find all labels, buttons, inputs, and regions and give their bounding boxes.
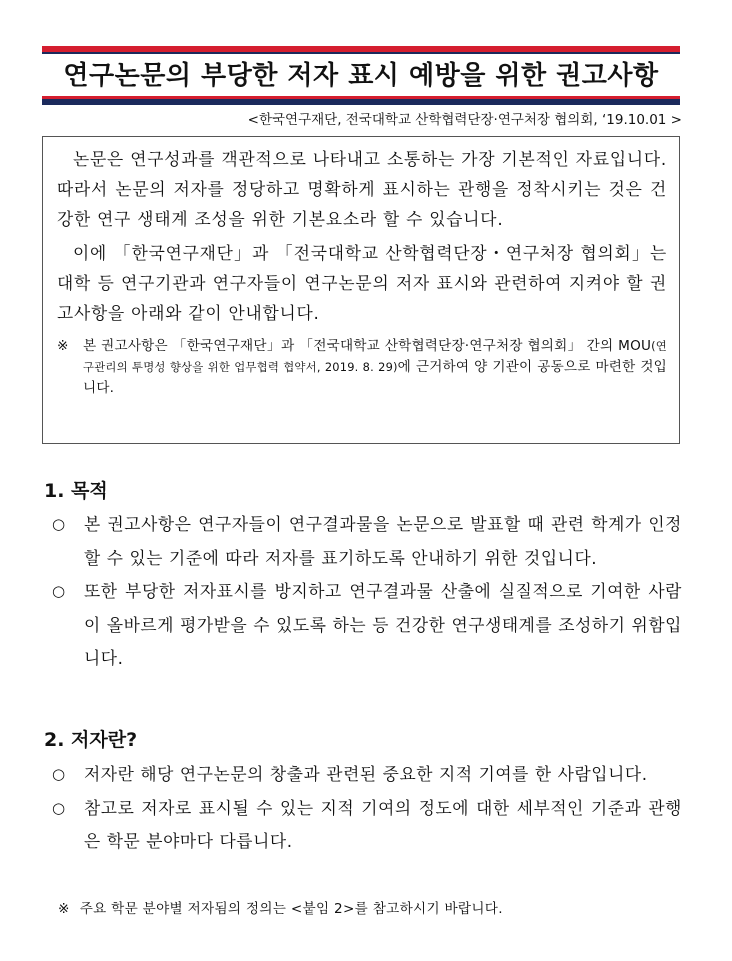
section-heading-purpose: 1. 목적 [44, 480, 108, 502]
note-text-after: 에 근거하여 양 기관이 공동으로 마련한 것입니다. [83, 359, 668, 396]
footnote-mark: ※ [58, 901, 70, 917]
note-text [83, 336, 667, 399]
footnote-text: 주요 학문 분야별 저자됨의 정의는 <붙임 2>를 참고하시기 바랍니다. [79, 901, 503, 917]
intro-paragraph-2: 이에 「한국연구재단」과 「전국대학교 산학협력단장・연구처장 협의회」는 대학 등 연구기관과 연구자들이 연구논문의 저자 표시와 관련하여 지켜야 할 권고사항을 아래와 같이 안내합니다. [57, 243, 667, 323]
list-item-text: 본 권고사항은 연구자들이 연구결과물을 논문으로 발표할 때 관련 학계가 인정할 수 있는 기준에 따라 저자를 표기하도록 안내하기 위한 것입니다. [84, 514, 682, 568]
list-item-text: 또한 부당한 저자표시를 방지하고 연구결과물 산출에 실질적으로 기여한 사람이 올바르게 평가받을 수 있도록 하는 등 건강한 연구생태계를 조성하기 위함입니다. [84, 581, 682, 668]
page-title: 연구논문의 부당한 저자 표시 예방을 위한 권고사항 [63, 61, 659, 91]
bullet-circle-icon: ○ [52, 582, 66, 600]
author-list [52, 758, 682, 859]
section-heading-author: 2. 저자란? [44, 729, 138, 751]
title-rule-top-navy [42, 52, 680, 54]
note-mark: ※ [57, 338, 69, 354]
list-item [52, 575, 682, 676]
note-text-before: 본 권고사항은 「한국연구재단」과 「전국대학교 산학협력단장·연구처장 협의회」 간의 MOU [83, 338, 652, 354]
title-rule-bottom-navy [42, 99, 680, 105]
list-item [52, 508, 682, 575]
purpose-list [52, 508, 682, 676]
footnote [58, 897, 503, 917]
intro-box [42, 136, 680, 444]
list-item-text: 저자란 해당 연구논문의 창출과 관련된 중요한 지적 기여를 한 사람입니다. [84, 764, 648, 784]
bullet-circle-icon: ○ [52, 515, 66, 533]
list-item-text: 참고로 저자로 표시될 수 있는 지적 기여의 정도에 대한 세부적인 기준과 관행은 학문 분야마다 다릅니다. [84, 797, 682, 851]
bullet-circle-icon: ○ [52, 765, 66, 783]
list-item [52, 792, 682, 859]
issuer-line: <한국연구재단, 전국대학교 산학협력단장·연구처장 협의회, ‘19.10.01 > [247, 112, 682, 128]
intro-paragraph-1: 논문은 연구성과를 객관적으로 나타내고 소통하는 가장 기본적인 자료입니다. 따라서 논문의 저자를 정당하고 명확하게 표시하는 관행을 정착시키는 것은 건강한 연구 생태계 조성을 위한 기본요소라 할 수 있습니다. [57, 149, 667, 229]
bullet-circle-icon: ○ [52, 798, 66, 817]
intro-note [57, 336, 667, 399]
note-text-small: (연구관리의 투명성 향상을 위한 업무협력 협약서, 2019. 8. 29) [83, 339, 667, 374]
list-item [52, 758, 682, 792]
